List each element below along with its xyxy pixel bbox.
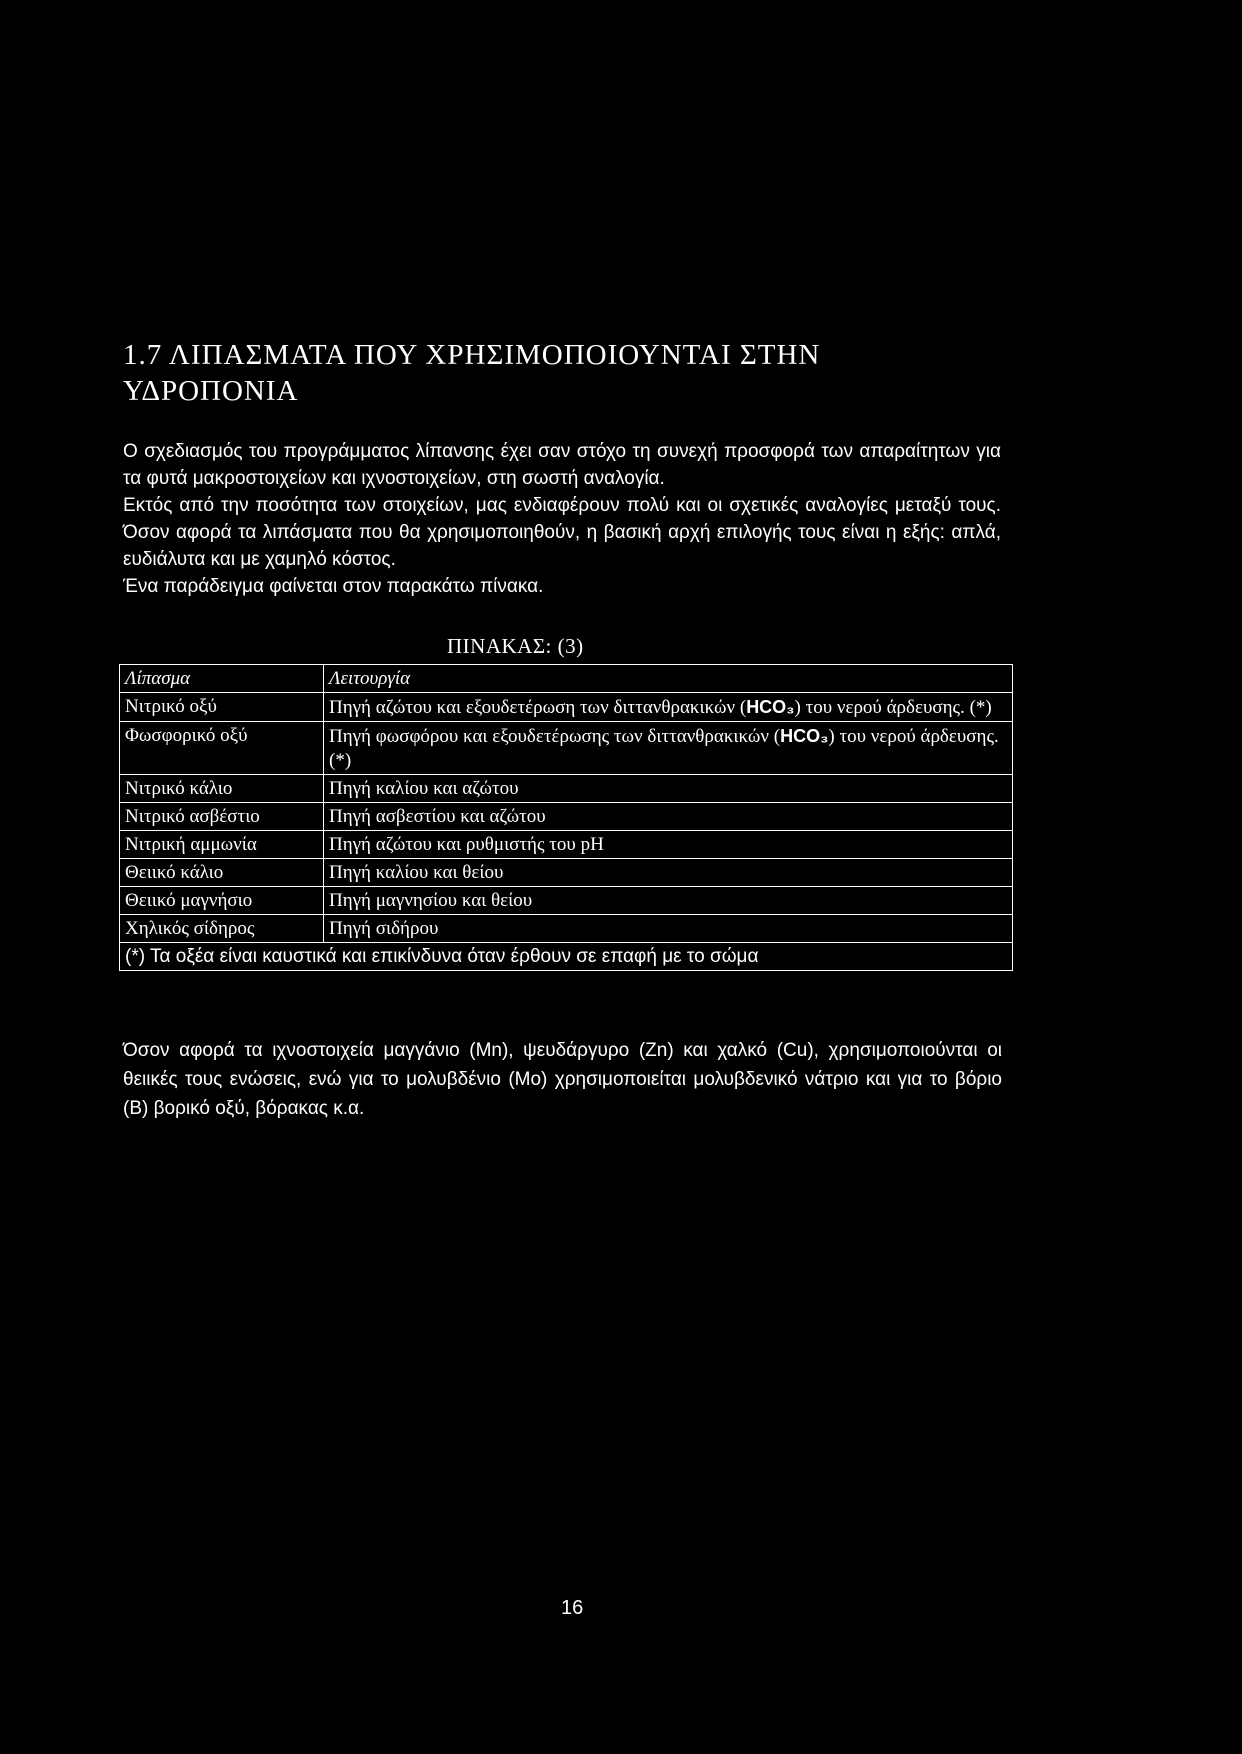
header-fertilizer: Λίπασμα: [120, 665, 324, 693]
table-footnote: (*) Τα οξέα είναι καυστικά και επικίνδυνα όταν έρθουν σε επαφή με το σώμα: [120, 943, 1013, 971]
fertilizer-function: Πηγή μαγνησίου και θείου: [324, 887, 1013, 915]
fertilizer-name: Νιτρικό ασβέστιο: [120, 803, 324, 831]
outro-paragraph: Όσον αφορά τα ιχνοστοιχεία μαγγάνιο (Mn), ψευδάργυρο (Zn) και χαλκό (Cu), χρησιμοποιούνται οι θειικές τους ενώσεις, ενώ για το μολυβδένιο (Mo) χρησιμοποιείται μολυβδενικό νάτριο και για το βόριο (B) βορικό οξύ, βόρακας κ.α.: [123, 1040, 1002, 1119]
function-text: Πηγή αζώτου και εξουδετέρωση των διττανθρακικών (: [329, 697, 747, 718]
table-row: [120, 887, 1013, 915]
fertilizer-table-container: [119, 664, 1012, 971]
table-caption: ΠΙΝΑΚΑΣ: (3): [447, 634, 584, 658]
intro-text: [123, 438, 1001, 600]
fertilizer-function: Πηγή σιδήρου: [324, 915, 1013, 943]
chemical-formula: HCO₃: [746, 697, 795, 717]
function-text: Πηγή φωσφόρου και εξουδετέρωσης των διττανθρακικών (: [329, 726, 781, 747]
intro-paragraph-1: Ο σχεδιασμός του προγράμματος λίπανσης έχει σαν στόχο τη συνεχή προσφορά των απαραίτητων για τα φυτά μακροστοιχείων και ιχνοστοιχείων, στη σωστή αναλογία.: [123, 441, 1001, 489]
function-text: ) του νερού άρδευσης. (*): [794, 697, 992, 718]
fertilizer-function: Πηγή καλίου και αζώτου: [324, 775, 1013, 803]
fertilizer-name: Νιτρική αμμωνία: [120, 831, 324, 859]
fertilizer-name: Θειικό μαγνήσιο: [120, 887, 324, 915]
fertilizer-name: Νιτρικό οξύ: [120, 693, 324, 722]
fertilizer-table: [119, 664, 1013, 971]
fertilizer-function: [324, 722, 1013, 775]
fertilizer-name: Χηλικός σίδηρος: [120, 915, 324, 943]
section-title: [123, 337, 1123, 409]
fertilizer-function: [324, 693, 1013, 722]
table-row: [120, 803, 1013, 831]
fertilizer-function: Πηγή αζώτου και ρυθμιστής του pH: [324, 831, 1013, 859]
fertilizer-name: Νιτρικό κάλιο: [120, 775, 324, 803]
fertilizer-function: Πηγή ασβεστίου και αζώτου: [324, 803, 1013, 831]
table-row: [120, 722, 1013, 775]
fertilizer-function: Πηγή καλίου και θείου: [324, 859, 1013, 887]
table-row: [120, 775, 1013, 803]
section-title-line-1: 1.7 ΛΙΠΑΣΜΑΤΑ ΠΟΥ ΧΡΗΣΙΜΟΠΟΙΟΥΝΤΑΙ ΣΤΗΝ: [123, 339, 821, 371]
table-row: [120, 831, 1013, 859]
table-row: [120, 859, 1013, 887]
fertilizer-name: Θειικό κάλιο: [120, 859, 324, 887]
chemical-formula: HCO₃: [780, 726, 829, 746]
table-footnote-row: [120, 943, 1013, 971]
function-text: ) του νερού άρδευσης. (*): [329, 726, 999, 771]
table-header-row: [120, 665, 1013, 693]
section-title-line-2: ΥΔΡΟΠΟΝΙΑ: [123, 375, 299, 407]
fertilizer-name: Φωσφορικό οξύ: [120, 722, 324, 775]
intro-paragraph-3: Ένα παράδειγμα φαίνεται στον παρακάτω πίνακα.: [123, 576, 544, 597]
header-function: Λειτουργία: [324, 665, 1013, 693]
table-row: [120, 693, 1013, 722]
table-row: [120, 915, 1013, 943]
intro-paragraph-2: Εκτός από την ποσότητα των στοιχείων, μας ενδιαφέρουν πολύ και οι σχετικές αναλογίες μεταξύ τους. Όσον αφορά τα λιπάσματα που θα χρησιμοποιηθούν, η βασική αρχή επιλογής τους είναι η εξής: απλά, ευδιάλυτα και με χαμηλό κόστος.: [123, 495, 1001, 570]
page-number: 16: [561, 1597, 584, 1619]
